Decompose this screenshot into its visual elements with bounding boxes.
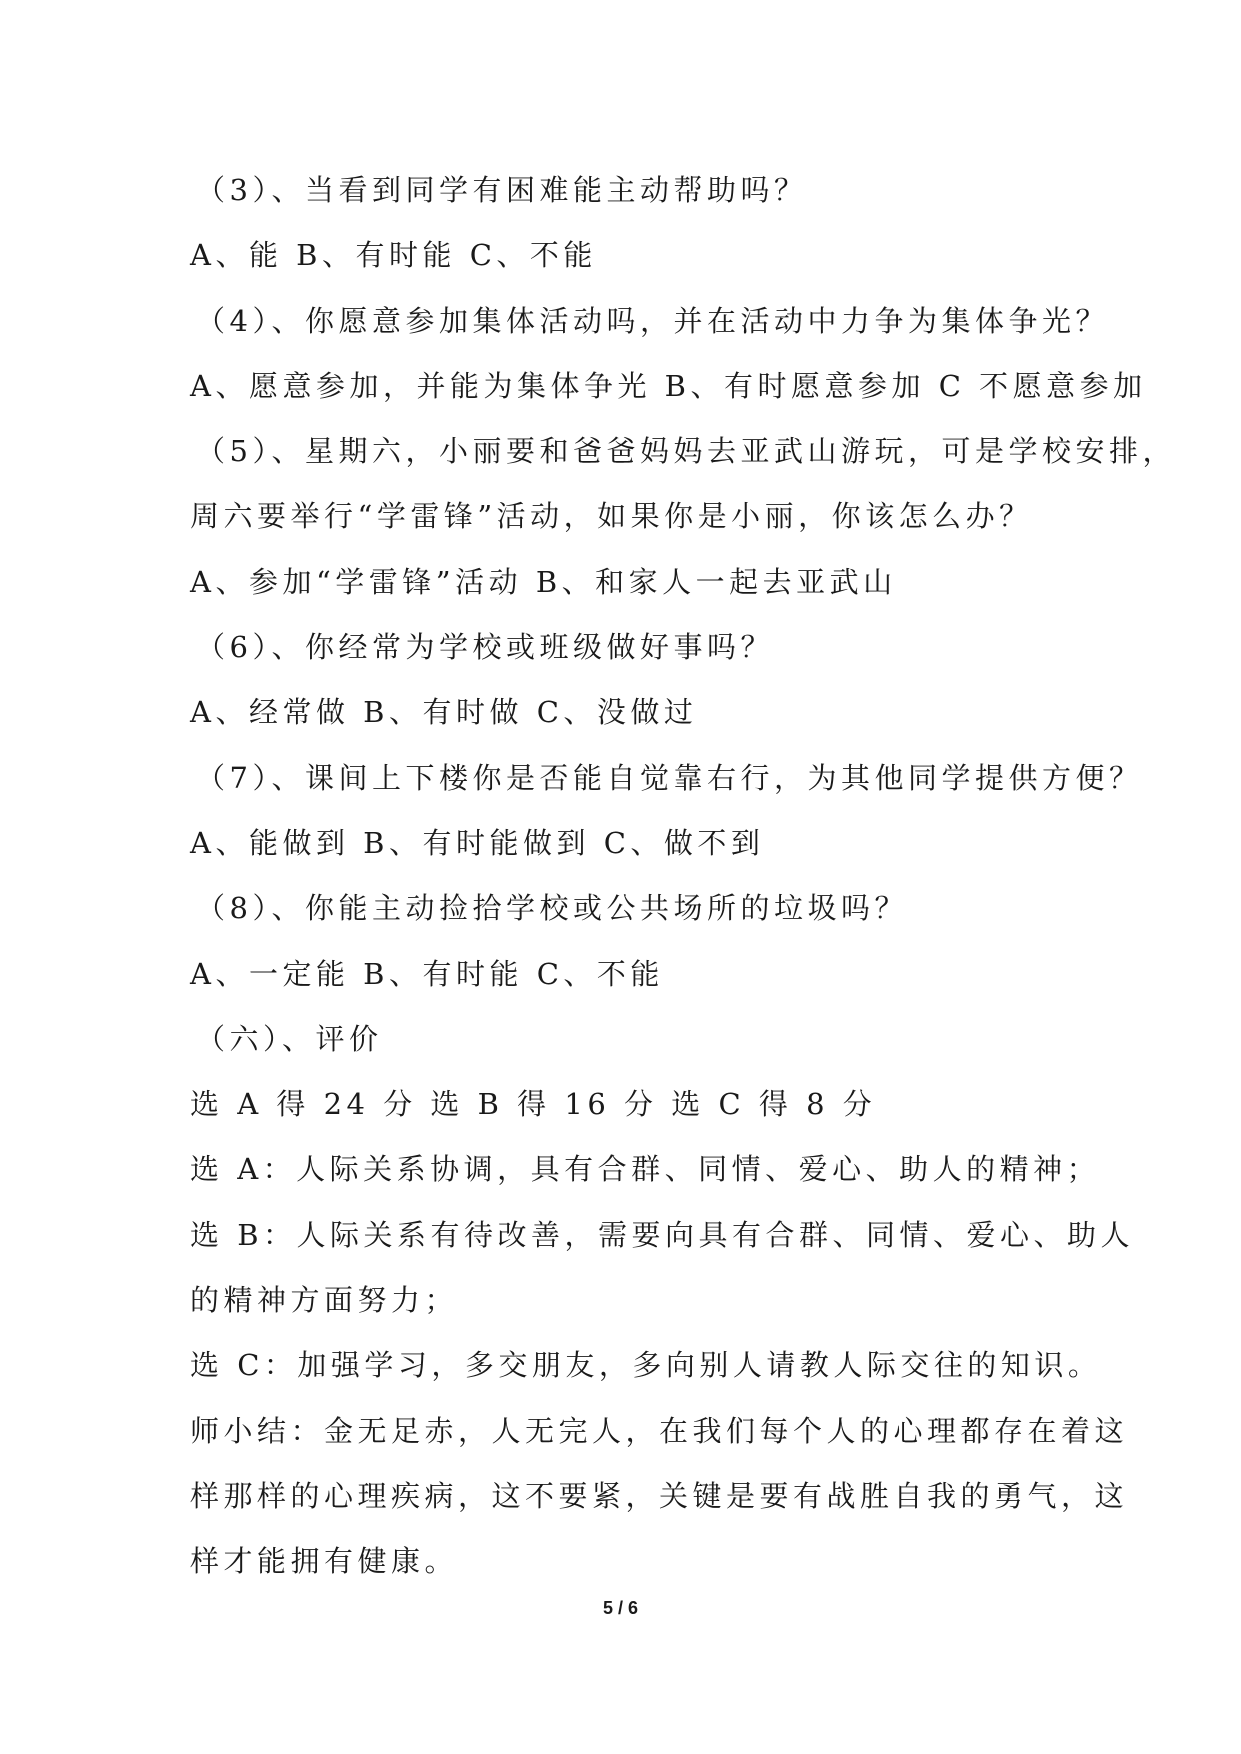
- document-body: [190, 158, 1176, 1595]
- question-3: （3）、当看到同学有困难能主动帮助吗？: [196, 173, 808, 207]
- teacher-summary-line-1: 师小结：金无足赤，人无完人，在我们每个人的心理都存在着这: [190, 1413, 1129, 1448]
- question-8-options: A、一定能 B、有时能 C、不能: [190, 956, 664, 991]
- result-b-line-1: 选 B：人际关系有待改善，需要向具有合群、同情、爱心、助人: [190, 1217, 1135, 1252]
- question-5-options: A、参加“学雷锋”活动 B、和家人一起去亚武山: [190, 564, 897, 599]
- teacher-summary-line-2: 样那样的心理疾病，这不要紧，关键是要有战胜自我的勇气，这: [190, 1478, 1129, 1513]
- result-a: 选 A：人际关系协调，具有合群、同情、爱心、助人的精神；: [190, 1152, 1101, 1187]
- teacher-summary-line-3: 样才能拥有健康。: [190, 1544, 459, 1579]
- question-6: （6）、你经常为学校或班级做好事吗？: [196, 630, 774, 665]
- question-5-line-2: 周六要举行“学雷锋”活动，如果你是小丽，你该怎么办？: [190, 499, 1033, 534]
- result-c: 选 C：加强学习，多交朋友，多向别人请教人际交往的知识。: [190, 1348, 1102, 1383]
- question-5-line-1: （5）、星期六，小丽要和爸爸妈妈去亚武山游玩，可是学校安排，: [196, 434, 1176, 469]
- question-8: （8）、你能主动捡拾学校或公共场所的垃圾吗？: [196, 891, 908, 926]
- scoring-rule: 选 A 得 24 分 选 B 得 16 分 选 C 得 8 分: [190, 1087, 877, 1122]
- question-3-options: A、能 B、有时能 C、不能: [190, 238, 597, 273]
- question-4-options: A、愿意参加，并能为集体争光 B、有时愿意参加 C 不愿意参加: [190, 368, 1147, 403]
- result-b-line-2: 的精神方面努力；: [190, 1283, 459, 1318]
- question-7-options: A、能做到 B、有时能做到 C、做不到: [190, 825, 765, 860]
- question-4: （4）、你愿意参加集体活动吗，并在活动中力争为集体争光？: [196, 303, 1109, 338]
- page-number: 5 / 6: [602, 1598, 639, 1618]
- question-7: （7）、课间上下楼你是否能自觉靠右行，为其他同学提供方便？: [196, 760, 1143, 795]
- question-6-options: A、经常做 B、有时做 C、没做过: [190, 695, 698, 730]
- section-heading-evaluation: （六）、评价: [196, 1021, 383, 1056]
